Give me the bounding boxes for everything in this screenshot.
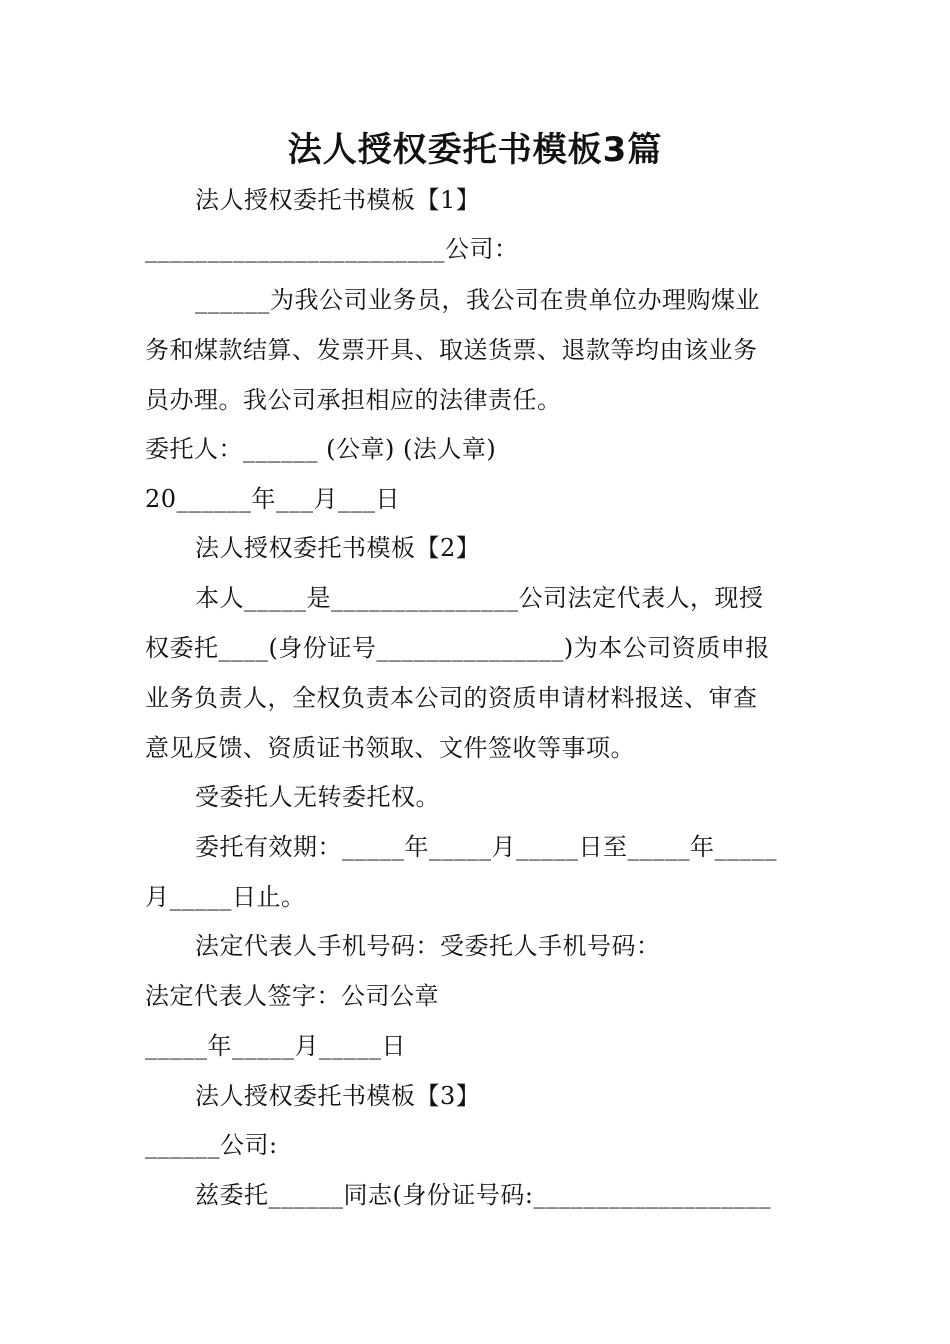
paragraph-line: 业务负责人，全权负责本公司的资质申请材料报送、审查 xyxy=(145,684,758,712)
section-heading-3: 法人授权委托书模板【3】 xyxy=(195,1082,481,1110)
document-title: 法人授权委托书模板3篇 xyxy=(287,130,663,170)
section-heading-1: 法人授权委托书模板【1】 xyxy=(195,186,481,214)
section-heading-2: 法人授权委托书模板【2】 xyxy=(195,534,481,562)
paragraph-line: ________________________公司： xyxy=(145,235,519,263)
paragraph-line: 委托有效期：_____年_____月_____日至_____年_____ xyxy=(195,833,777,861)
paragraph-line: 本人_____是_______________公司法定代表人，现授 xyxy=(195,584,764,612)
paragraph-line: 意见反馈、资质证书领取、文件签收等事项。 xyxy=(145,734,635,762)
paragraph-line: 务和煤款结算、发票开具、取送货票、退款等均由该业务 xyxy=(145,336,758,364)
paragraph-line: ______公司: xyxy=(145,1131,278,1159)
paragraph-line: 兹委托______同志(身份证号码:___________________ xyxy=(195,1181,771,1209)
paragraph-line: ______为我公司业务员，我公司在贵单位办理购煤业 xyxy=(195,286,760,314)
paragraph-line: 权委托____(身份证号_______________)为本公司资质申报 xyxy=(145,634,770,662)
paragraph-line: 20______年___月___日 xyxy=(145,485,401,513)
paragraph-line: _____年_____月_____日 xyxy=(145,1032,406,1060)
paragraph-line: 法定代表人签字：公司公章 xyxy=(145,982,439,1010)
paragraph-line: 月_____日止。 xyxy=(145,883,306,911)
paragraph-line: 受委托人无转委托权。 xyxy=(195,783,440,811)
paragraph-line: 委托人：______ (公章) (法人章) xyxy=(145,435,497,463)
paragraph-line: 法定代表人手机号码：受委托人手机号码： xyxy=(195,932,661,960)
paragraph-line: 员办理。我公司承担相应的法律责任。 xyxy=(145,386,562,414)
